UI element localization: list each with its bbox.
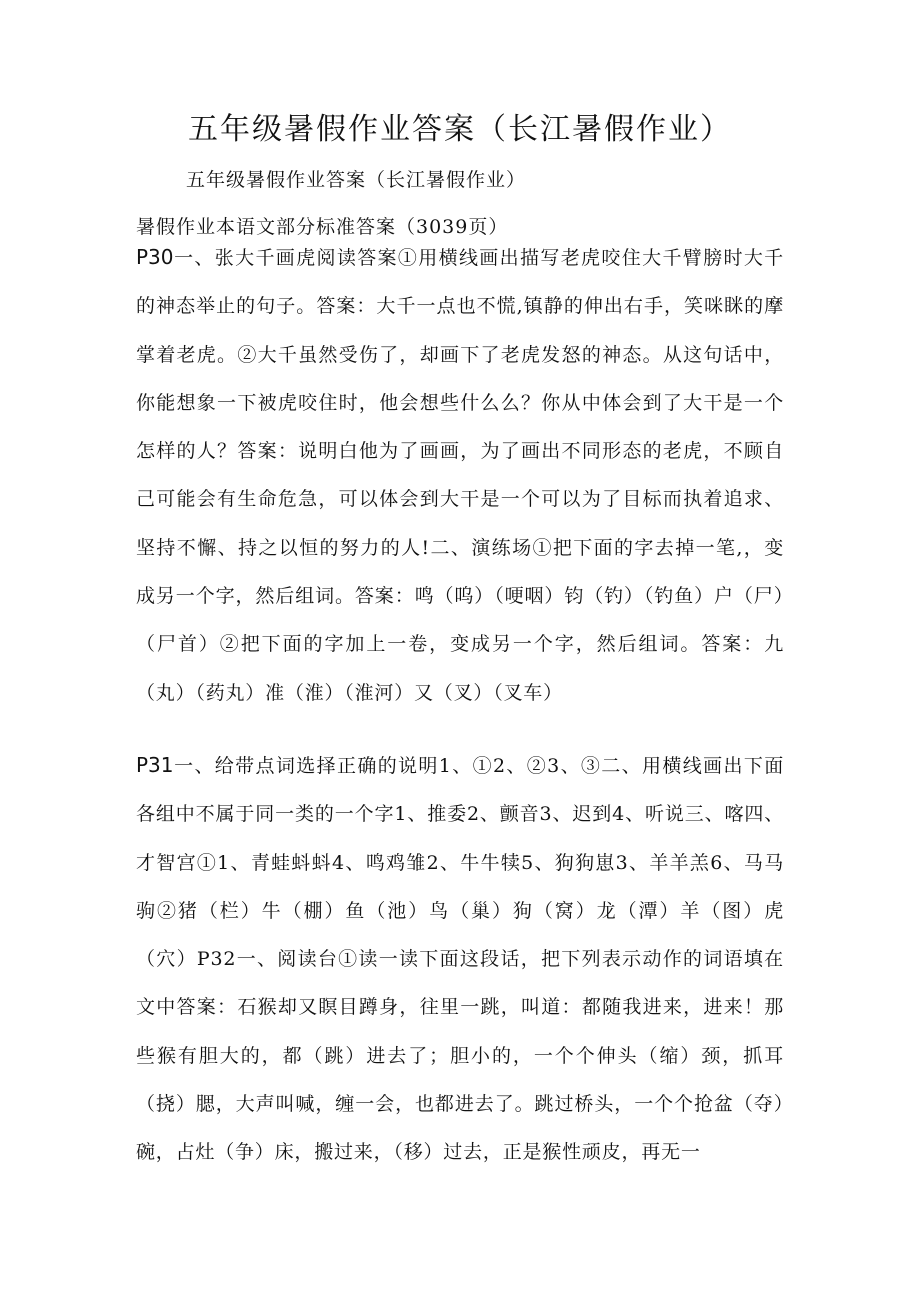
page-label-p30: P30 bbox=[136, 245, 174, 269]
page-label-p31: P31 bbox=[136, 753, 174, 777]
answer-paragraph-p30 bbox=[136, 233, 784, 717]
section-heading: 暑假作业本语文部分标准答案（3039页） bbox=[136, 216, 509, 238]
answer-paragraph-p31 bbox=[136, 741, 784, 1177]
paragraph-text-p30: 一、张大千画虎阅读答案①用横线画出描写老虎咬住大千臂膀时大千的神态举止的句子。答案：大千一点也不慌,镇静的伸出右手，笑咪眯的摩掌着老虎。②大千虽然受伤了，却画下了老虎发怒的神态。从这句话中，你能想象一下被虎咬住时，他会想些什么么？你从中体会到了大干是一个怎样的人？答案：说明白他为了画画，为了画出不同形态的老虎，不顾自己可能会有生命危急，可以体会到大干是一个可以为了目标而执着追求、坚持不懈、持之以恒的努力的人!二、演练场①把下面的字去掉一笔,，变成另一个字，然后组词。答案：鸣（呜）（哽咽）钧（钓）（钓鱼）户（尸）（尸首）②把下面的字加上一卷，变成另一个字，然后组词。答案：九（丸）（药丸）准（淮）（淮河）又（叉）（叉车） bbox=[136, 247, 784, 704]
document-title: 五年级暑假作业答案（长江暑假作业） bbox=[188, 112, 732, 147]
document-subtitle: 五年级暑假作业答案（长江暑假作业） bbox=[186, 169, 527, 191]
paragraph-text-p31: 一、给带点词选择正确的说明1、①2、②3、③二、用横线画出下面各组中不属于同一类的一个字1、推委2、颤音3、迟到4、听说三、喀四、才智宫①1、青蛙蚪蚪4、鸣鸡雏2、牛牛犊5、狗狗崽3、羊羊羔6、马马驹②猪（栏）牛（棚）鱼（池）鸟（巢）狗（窝）龙（潭）羊（图）虎（穴）P32一、阅读台①读一读下面这段话，把下列表示动作的词语填在文中答案：石猴却又瞑目蹲身，往里一跳，叫道：都随我进来，进来！那些猴有胆大的，都（跳）进去了；胆小的，一个个伸头（缩）颈，抓耳（挠）腮，大声叫喊，缠一会，也都进去了。跳过桥头，一个个抢盆（夺）碗，占灶（争）床，搬过来，（移）过去，正是猴性顽皮，再无一 bbox=[136, 755, 784, 1164]
